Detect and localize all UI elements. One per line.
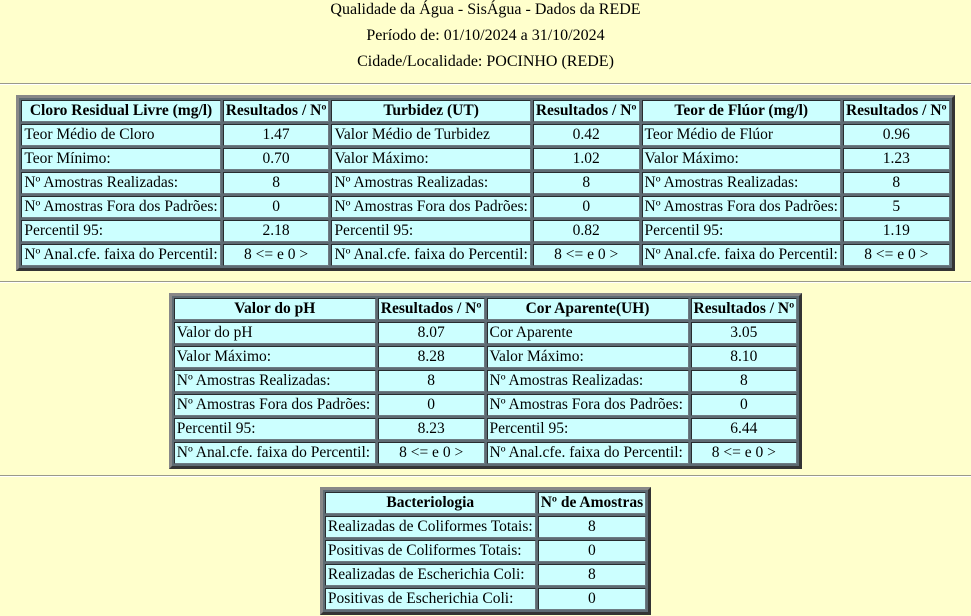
table-row — [21, 196, 949, 218]
cell-label: Nº Amostras Realizadas: — [642, 172, 841, 194]
table-row — [21, 244, 949, 266]
cell-value: 1.47 — [223, 124, 330, 146]
cell-value: 8 — [691, 370, 798, 392]
table-row — [325, 540, 646, 562]
table-row — [21, 172, 949, 194]
cell-value: 5 — [843, 196, 950, 218]
table-header-row — [21, 100, 949, 122]
cell-value: 0.70 — [223, 148, 330, 170]
table-row — [174, 346, 797, 368]
col-header-ph: Valor do pH — [174, 298, 376, 320]
cell-label: Nº Anal.cfe. faixa do Percentil: — [331, 244, 530, 266]
col-header-results: Resultados / Nº — [378, 298, 485, 320]
cell-value: 0 — [533, 196, 640, 218]
cell-value: 8 — [538, 564, 646, 586]
separator — [0, 475, 971, 477]
cell-value: 0 — [538, 540, 646, 562]
separator — [0, 83, 971, 85]
cell-label: Percentil 95: — [21, 220, 220, 242]
table-row — [325, 588, 646, 610]
cell-value: 0.82 — [533, 220, 640, 242]
cell-value: 0.96 — [843, 124, 950, 146]
cell-label: Nº Amostras Realizadas: — [21, 172, 220, 194]
table-row — [21, 148, 949, 170]
cell-label: Nº Anal.cfe. faixa do Percentil: — [642, 244, 841, 266]
col-header-turbidez: Turbidez (UT) — [331, 100, 530, 122]
cell-label: Valor Máximo: — [174, 346, 376, 368]
table-row — [174, 442, 797, 464]
cell-label: Nº Amostras Fora dos Padrões: — [21, 196, 220, 218]
cell-label: Valor Máximo: — [487, 346, 689, 368]
cell-label: Percentil 95: — [331, 220, 530, 242]
table-cloro-turbidez-fluor — [16, 95, 954, 271]
col-header-amostras: Nº de Amostras — [538, 492, 646, 514]
report-title: Qualidade da Água - SisÁgua - Dados da REDE — [330, 1, 641, 18]
cell-value: 8 <= e 0 > — [223, 244, 330, 266]
table-row — [325, 516, 646, 538]
report-city: Cidade/Localidade: POCINHO (REDE) — [357, 53, 614, 70]
cell-label: Nº Anal.cfe. faixa do Percentil: — [21, 244, 220, 266]
cell-value: 8.28 — [378, 346, 485, 368]
separator — [0, 281, 971, 283]
block-bacteriologia — [0, 487, 971, 615]
cell-value: 8 <= e 0 > — [843, 244, 950, 266]
cell-label: Cor Aparente — [487, 322, 689, 344]
table-bacteriologia — [320, 487, 651, 615]
cell-value: 8 <= e 0 > — [533, 244, 640, 266]
block-cloro-turbidez-fluor — [0, 95, 971, 271]
cell-label: Valor Médio de Turbidez — [331, 124, 530, 146]
cell-label: Teor Médio de Flúor — [642, 124, 841, 146]
cell-value: 6.44 — [691, 418, 798, 440]
cell-value: 8 — [223, 172, 330, 194]
cell-value: 0 — [538, 588, 646, 610]
cell-label: Valor Máximo: — [642, 148, 841, 170]
cell-value: 1.23 — [843, 148, 950, 170]
cell-label: Valor Máximo: — [331, 148, 530, 170]
cell-label: Nº Amostras Realizadas: — [487, 370, 689, 392]
table-ph-cor — [169, 293, 802, 469]
cell-label: Nº Amostras Fora dos Padrões: — [331, 196, 530, 218]
cell-value: 8.23 — [378, 418, 485, 440]
cell-value: 8 — [533, 172, 640, 194]
table-row — [325, 564, 646, 586]
col-header-cor: Cor Aparente(UH) — [487, 298, 689, 320]
col-header-results: Resultados / Nº — [223, 100, 330, 122]
cell-value: 8.10 — [691, 346, 798, 368]
cell-label: Teor Médio de Cloro — [21, 124, 220, 146]
table-header-row — [174, 298, 797, 320]
col-header-results: Resultados / Nº — [691, 298, 798, 320]
cell-value: 8 <= e 0 > — [378, 442, 485, 464]
cell-value: 8 <= e 0 > — [691, 442, 798, 464]
cell-label: Nº Amostras Fora dos Padrões: — [174, 394, 376, 416]
table-row — [21, 124, 949, 146]
cell-value: 0 — [691, 394, 798, 416]
table-row — [174, 322, 797, 344]
cell-label: Positivas de Coliformes Totais: — [325, 540, 536, 562]
cell-value: 0 — [378, 394, 485, 416]
cell-value: 1.02 — [533, 148, 640, 170]
col-header-results: Resultados / Nº — [533, 100, 640, 122]
cell-value: 2.18 — [223, 220, 330, 242]
table-row — [174, 394, 797, 416]
cell-value: 1.19 — [843, 220, 950, 242]
cell-label: Teor Mínimo: — [21, 148, 220, 170]
cell-label: Realizadas de Escherichia Coli: — [325, 564, 536, 586]
cell-label: Nº Amostras Fora dos Padrões: — [642, 196, 841, 218]
cell-label: Nº Amostras Realizadas: — [174, 370, 376, 392]
cell-value: 8 — [843, 172, 950, 194]
cell-label: Realizadas de Coliformes Totais: — [325, 516, 536, 538]
cell-label: Nº Amostras Realizadas: — [331, 172, 530, 194]
cell-label: Positivas de Escherichia Coli: — [325, 588, 536, 610]
cell-label: Nº Anal.cfe. faixa do Percentil: — [174, 442, 376, 464]
col-header-bacteriologia: Bacteriologia — [325, 492, 536, 514]
cell-label: Valor do pH — [174, 322, 376, 344]
table-row — [21, 220, 949, 242]
cell-value: 8 — [378, 370, 485, 392]
col-header-cloro: Cloro Residual Livre (mg/l) — [21, 100, 220, 122]
cell-label: Nº Anal.cfe. faixa do Percentil: — [487, 442, 689, 464]
cell-label: Percentil 95: — [642, 220, 841, 242]
cell-value: 0 — [223, 196, 330, 218]
block-ph-cor — [0, 293, 971, 469]
table-header-row — [325, 492, 646, 514]
table-row — [174, 370, 797, 392]
table-row — [174, 418, 797, 440]
report-header — [0, 0, 971, 75]
cell-label: Nº Amostras Fora dos Padrões: — [487, 394, 689, 416]
cell-label: Percentil 95: — [487, 418, 689, 440]
cell-value: 8.07 — [378, 322, 485, 344]
cell-value: 0.42 — [533, 124, 640, 146]
col-header-results: Resultados / Nº — [843, 100, 950, 122]
cell-value: 8 — [538, 516, 646, 538]
cell-label: Percentil 95: — [174, 418, 376, 440]
col-header-fluor: Teor de Flúor (mg/l) — [642, 100, 841, 122]
report-period: Período de: 01/10/2024 a 31/10/2024 — [366, 27, 605, 44]
cell-value: 3.05 — [691, 322, 798, 344]
